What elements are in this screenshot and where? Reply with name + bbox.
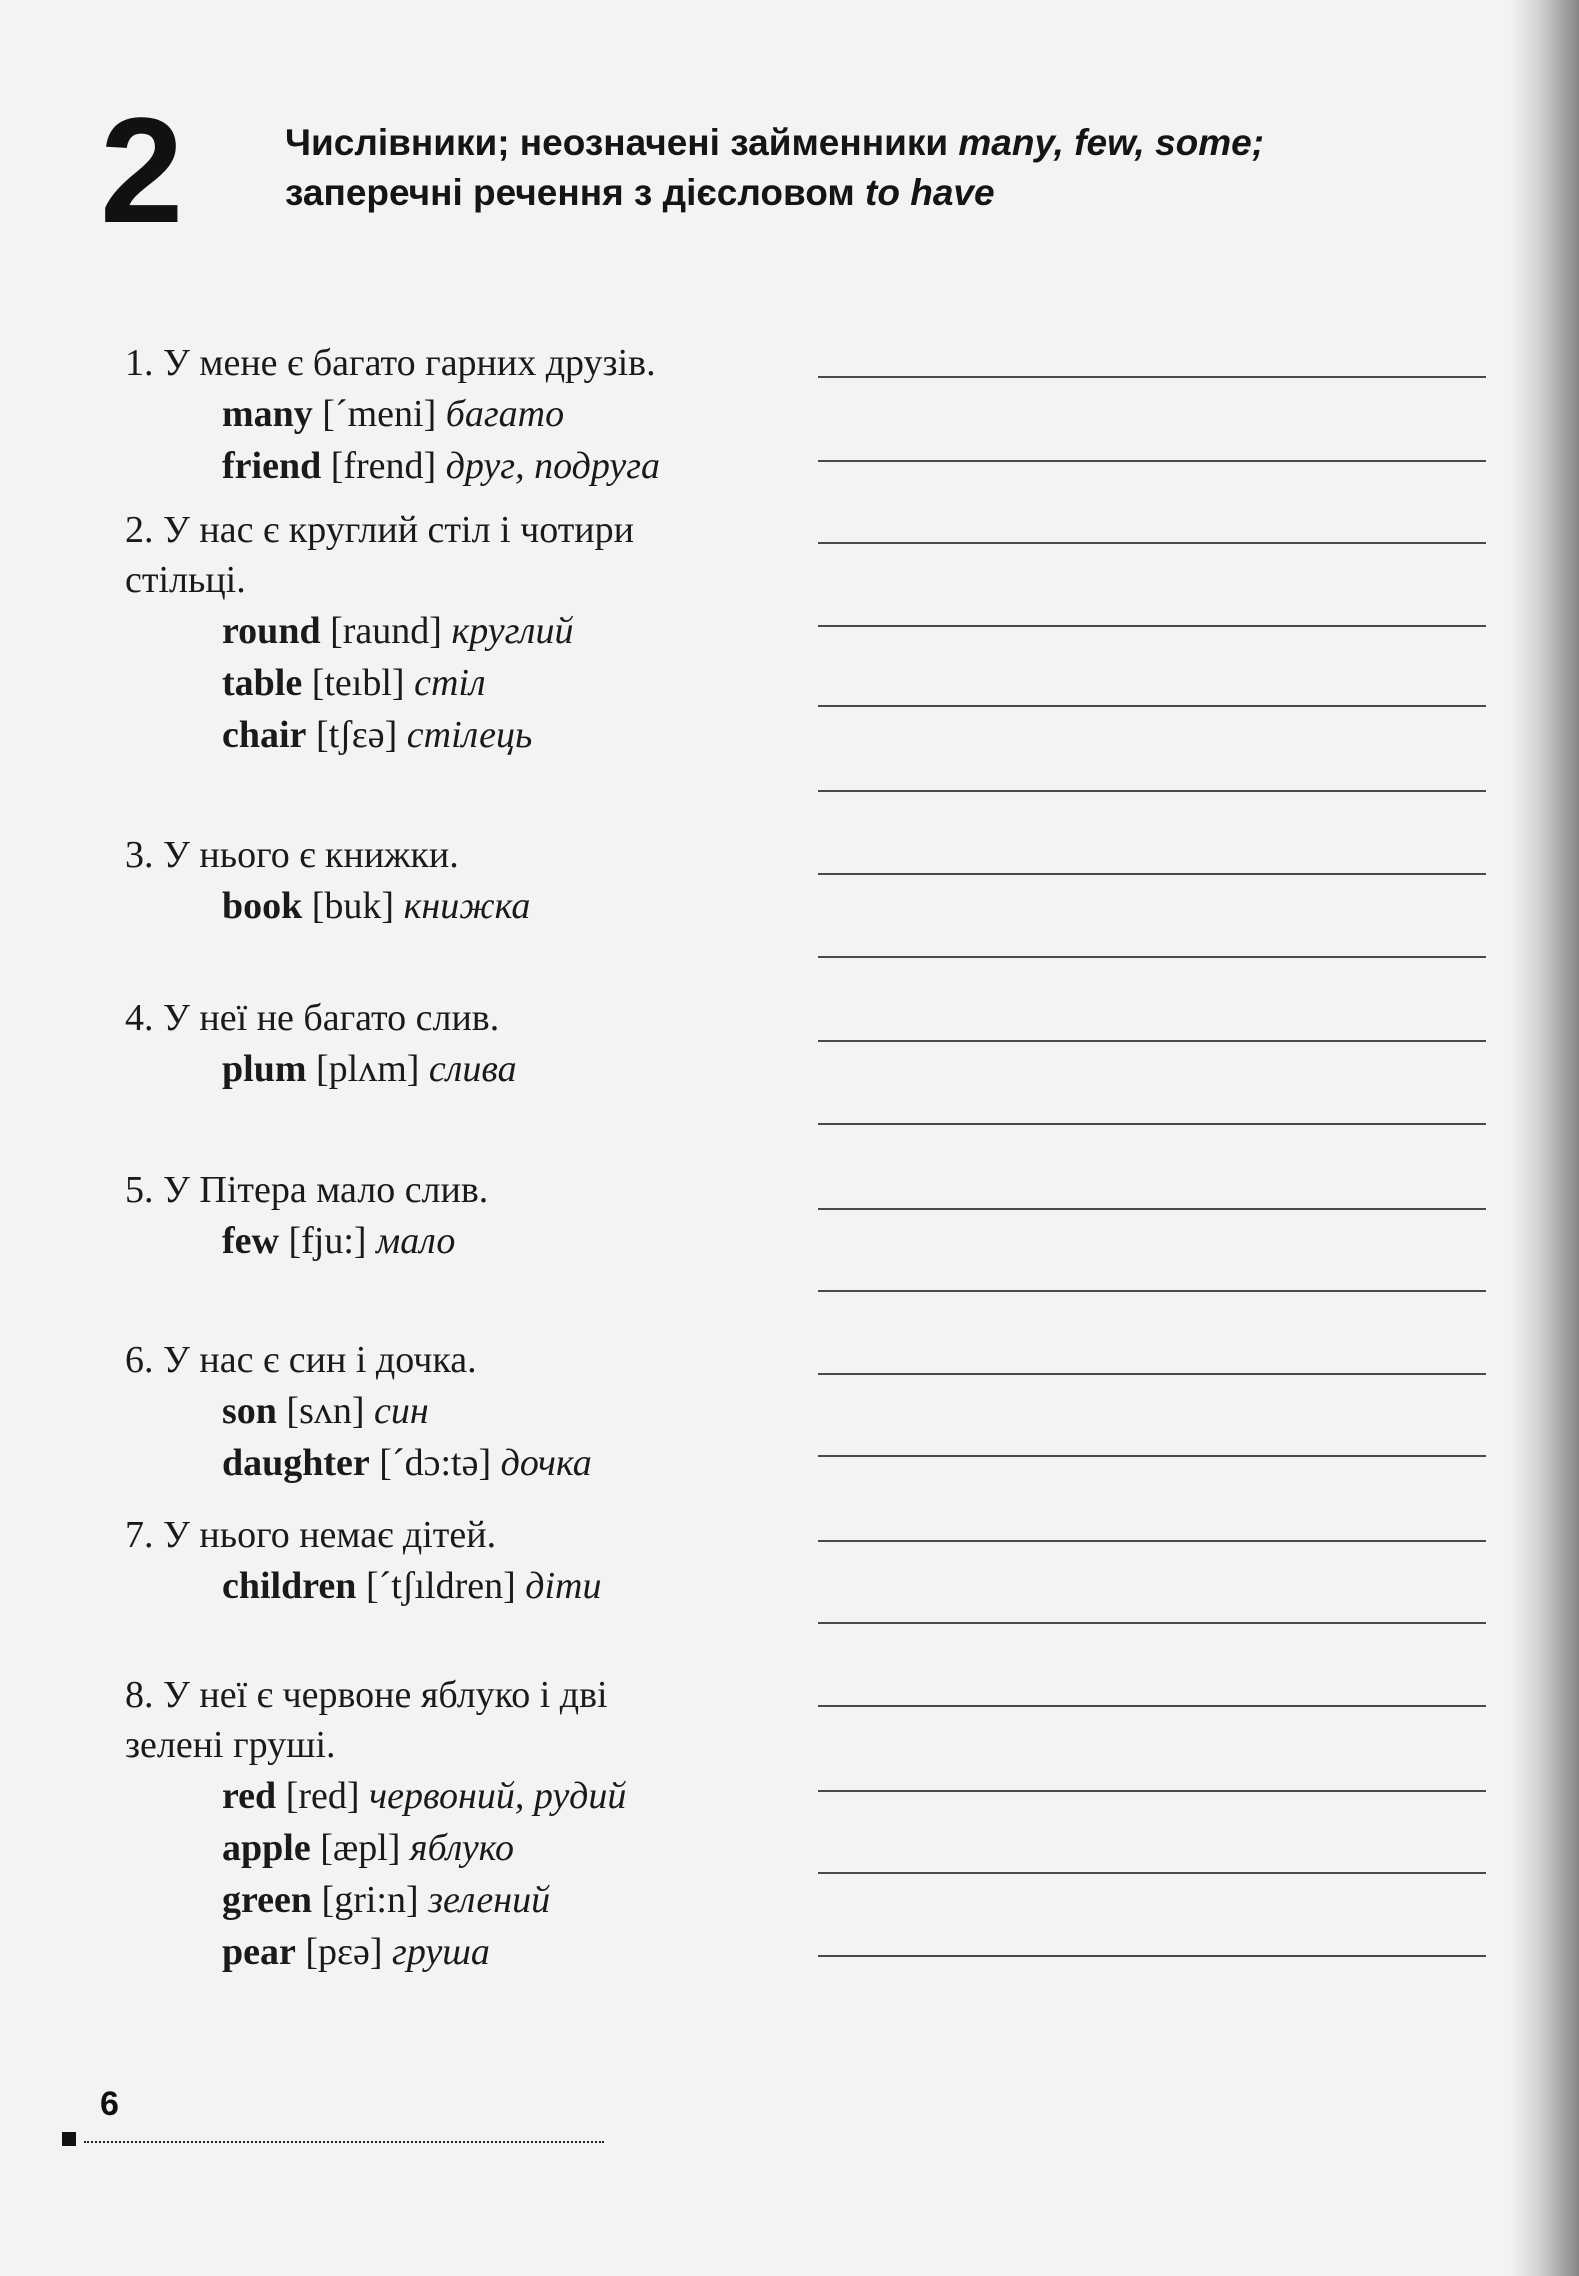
lesson-title [285, 118, 1385, 218]
vocab-translation: слива [428, 1048, 517, 1090]
sentence-text: У нас є круглий стіл і чотири [163, 509, 634, 551]
vocab-entry [222, 880, 785, 932]
vocab-transcription: [pεə] [305, 1931, 383, 1973]
lesson-title-line-2 [285, 168, 1385, 218]
vocab-transcription: [fju:] [288, 1220, 367, 1262]
answer-line[interactable] [818, 1955, 1486, 1957]
footer-square-mark [62, 2132, 76, 2146]
answer-line[interactable] [818, 873, 1486, 875]
answer-line[interactable] [818, 705, 1486, 707]
vocab-entry [222, 1437, 785, 1489]
vocab-word: round [222, 610, 321, 652]
vocab-transcription: [frend] [330, 445, 437, 487]
exercise-sentence [125, 993, 785, 1043]
sentence-text: У неї є червоне яблуко і дві [163, 1674, 608, 1716]
exercise-sentence [125, 505, 785, 555]
vocab-translation: дочка [500, 1442, 592, 1484]
vocab-word: many [222, 393, 313, 435]
vocab-transcription: [buk] [311, 885, 395, 927]
exercise-item [125, 338, 785, 492]
exercise-number: 5. [125, 1169, 154, 1211]
vocab-word: friend [222, 445, 322, 487]
vocab-word: table [222, 662, 303, 704]
sentence-text: У нього є книжки. [163, 834, 459, 876]
exercise-item [125, 505, 785, 761]
page-number: 6 [100, 2085, 119, 2123]
sentence-text: У мене є багато гарних друзів. [163, 342, 656, 384]
answer-line[interactable] [818, 542, 1486, 544]
vocab-entry [222, 440, 785, 492]
exercise-item [125, 993, 785, 1095]
exercise-item [125, 1335, 785, 1489]
answer-line[interactable] [818, 1872, 1486, 1874]
vocab-entry [222, 1926, 785, 1978]
exercise-sentence [125, 555, 785, 605]
vocab-word: few [222, 1220, 279, 1262]
vocab-word: children [222, 1565, 357, 1607]
vocab-entry [222, 388, 785, 440]
exercise-number: 4. [125, 997, 154, 1039]
exercise-number: 1. [125, 342, 154, 384]
exercise-number: 3. [125, 834, 154, 876]
exercise-sentence [125, 830, 785, 880]
vocab-transcription: [gri:n] [321, 1879, 419, 1921]
answer-line[interactable] [818, 1540, 1486, 1542]
vocab-entry [222, 1822, 785, 1874]
vocab-word: green [222, 1879, 313, 1921]
vocab-entry [222, 1215, 785, 1267]
page-edge-shadow [1509, 0, 1579, 2276]
sentence-text: стільці. [125, 559, 246, 601]
vocab-entry [222, 1385, 785, 1437]
vocab-entry [222, 1560, 785, 1612]
vocab-entry [222, 605, 785, 657]
vocab-entry [222, 657, 785, 709]
exercise-item [125, 1510, 785, 1612]
answer-line[interactable] [818, 790, 1486, 792]
vocab-translation: круглий [451, 610, 574, 652]
vocab-transcription: [ˊdɔ:tə] [379, 1442, 492, 1484]
vocab-translation: син [374, 1390, 429, 1432]
sentence-text: У нас є син і дочка. [163, 1339, 477, 1381]
vocab-word: apple [222, 1827, 311, 1869]
exercise-sentence [125, 1720, 785, 1770]
answer-line[interactable] [818, 625, 1486, 627]
exercise-number: 2. [125, 509, 154, 551]
vocab-translation: мало [376, 1220, 456, 1262]
exercise-number: 8. [125, 1674, 154, 1716]
vocab-transcription: [plʌm] [315, 1048, 420, 1090]
vocab-translation: діти [525, 1565, 602, 1607]
exercise-item [125, 830, 785, 932]
exercise-number: 6. [125, 1339, 154, 1381]
vocab-transcription: [ˊmeni] [322, 393, 437, 435]
vocab-translation: червоний, рудий [369, 1775, 627, 1817]
vocab-word: chair [222, 714, 307, 756]
sentence-text: зелені груші. [125, 1724, 336, 1766]
lesson-number: 2 [100, 86, 180, 254]
vocab-translation: книжка [403, 885, 531, 927]
vocab-transcription: [sʌn] [286, 1390, 365, 1432]
vocab-entry [222, 1770, 785, 1822]
vocab-word: book [222, 885, 303, 927]
vocab-transcription: [ˊtʃıldren] [365, 1565, 516, 1607]
vocab-word: son [222, 1390, 277, 1432]
title-line1-italic: many, few, some; [958, 122, 1265, 163]
vocab-transcription: [æpl] [320, 1827, 401, 1869]
vocab-entry [222, 1043, 785, 1095]
answer-line[interactable] [818, 1622, 1486, 1624]
answer-line[interactable] [818, 1040, 1486, 1042]
vocab-word: pear [222, 1931, 296, 1973]
vocab-transcription: [red] [285, 1775, 360, 1817]
exercise-sentence [125, 1510, 785, 1560]
exercise-number: 7. [125, 1514, 154, 1556]
vocab-word: plum [222, 1048, 307, 1090]
lesson-title-line-1 [285, 118, 1385, 168]
exercise-sentence [125, 338, 785, 388]
vocab-translation: стіл [414, 662, 486, 704]
vocab-transcription: [raund] [330, 610, 442, 652]
answer-line[interactable] [818, 956, 1486, 958]
answer-line[interactable] [818, 460, 1486, 462]
title-line2-italic: to have [865, 172, 995, 213]
vocab-translation: яблуко [409, 1827, 515, 1869]
vocab-word: daughter [222, 1442, 370, 1484]
footer-dotted-rule [84, 2141, 604, 2143]
answer-line[interactable] [818, 1373, 1486, 1375]
vocab-translation: зелений [428, 1879, 551, 1921]
answer-line[interactable] [818, 376, 1486, 378]
exercise-sentence [125, 1335, 785, 1385]
answer-line[interactable] [818, 1705, 1486, 1707]
sentence-text: У нього немає дітей. [163, 1514, 497, 1556]
vocab-translation: друг, подруга [445, 445, 661, 487]
vocab-translation: стілець [406, 714, 533, 756]
vocab-translation: груша [392, 1931, 490, 1973]
answer-line[interactable] [818, 1790, 1486, 1792]
exercise-sentence [125, 1670, 785, 1720]
vocab-entry [222, 709, 785, 761]
title-line1-text: Числівники; неозначені займенники [285, 122, 959, 163]
exercise-item [125, 1670, 785, 1978]
vocab-entry [222, 1874, 785, 1926]
title-line2-text: заперечні речення з дієсловом [285, 172, 866, 213]
sentence-text: У Пітера мало слив. [163, 1169, 489, 1211]
vocab-word: red [222, 1775, 277, 1817]
vocab-transcription: [teıbl] [311, 662, 405, 704]
exercise-sentence [125, 1165, 785, 1215]
exercise-item [125, 1165, 785, 1267]
vocab-translation: багато [445, 393, 565, 435]
answer-line[interactable] [818, 1455, 1486, 1457]
sentence-text: У неї не багато слив. [163, 997, 500, 1039]
answer-line[interactable] [818, 1123, 1486, 1125]
vocab-transcription: [tʃεə] [315, 714, 398, 756]
answer-line[interactable] [818, 1290, 1486, 1292]
answer-line[interactable] [818, 1208, 1486, 1210]
